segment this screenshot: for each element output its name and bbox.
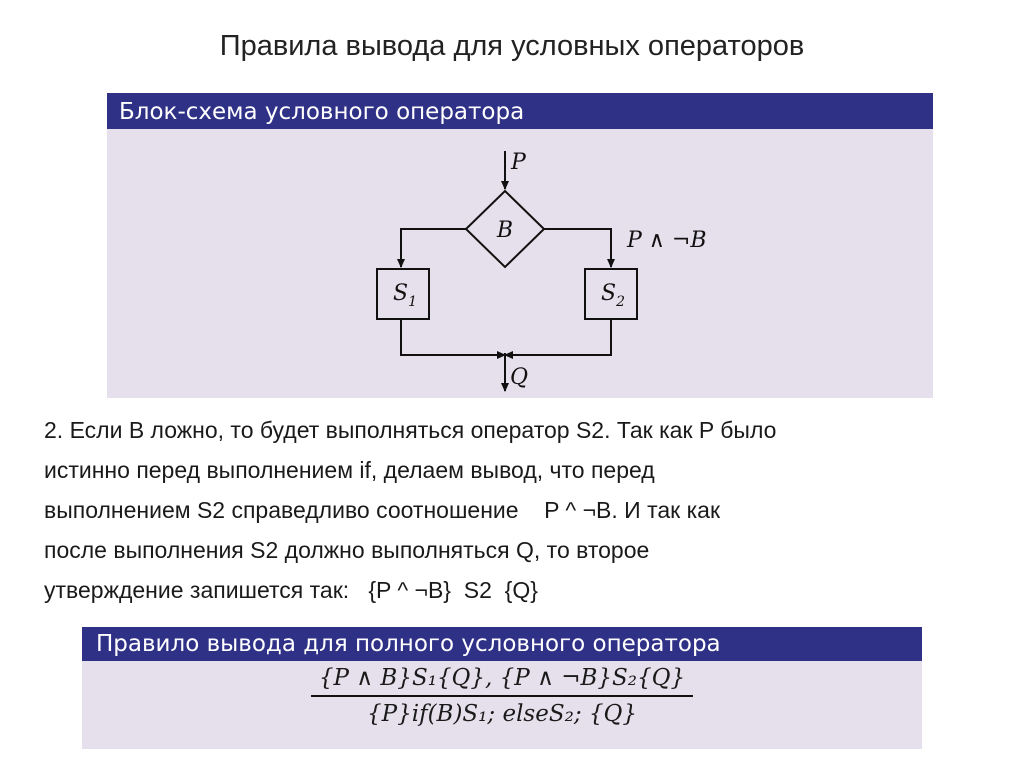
text-line: после выполнения S2 должно выполняться Q, то второе <box>44 537 650 563</box>
inference-rule-block <box>82 627 922 749</box>
flowchart-block <box>107 93 933 398</box>
false-branch-line <box>544 229 611 267</box>
slide-title: Правила вывода для условных операторов <box>219 30 805 62</box>
s2-merge-line <box>505 319 611 355</box>
text-line: выполнением S2 справедливо соотношение P ^ ¬B. И так как <box>44 497 721 523</box>
s2-label: $S_2$ <box>601 281 625 310</box>
text-line: утверждение запишется так: {P ^ ¬B} S2 {Q} <box>44 577 538 603</box>
condition-label: B <box>496 218 514 243</box>
explanation-text <box>44 410 994 610</box>
exit-label: Q <box>510 365 529 390</box>
true-branch-line <box>401 229 466 267</box>
text-line: истинно перед выполнением if, делаем вывод, что перед <box>44 457 655 483</box>
text-line: 2. Если B ложно, то будет выполняться оператор S2. Так как P было <box>44 417 777 443</box>
flowchart-block-header: Блок-схема условного оператора <box>107 93 933 129</box>
inference-rule-fraction <box>82 665 922 727</box>
rule-numerator: {P ∧ B}S₁{Q}, {P ∧ ¬B}S₂{Q} <box>311 665 693 697</box>
entry-label: P <box>511 150 526 175</box>
s1-merge-line <box>401 319 505 355</box>
false-edge-label: P ∧ ¬B <box>627 228 707 253</box>
s1-label: $S_1$ <box>393 281 417 310</box>
flowchart-diagram <box>107 129 933 398</box>
rule-denominator: {P}if(B)S₁; elseS₂; {Q} <box>366 701 638 727</box>
inference-rule-block-header: Правило вывода для полного условного оператора <box>82 627 922 661</box>
